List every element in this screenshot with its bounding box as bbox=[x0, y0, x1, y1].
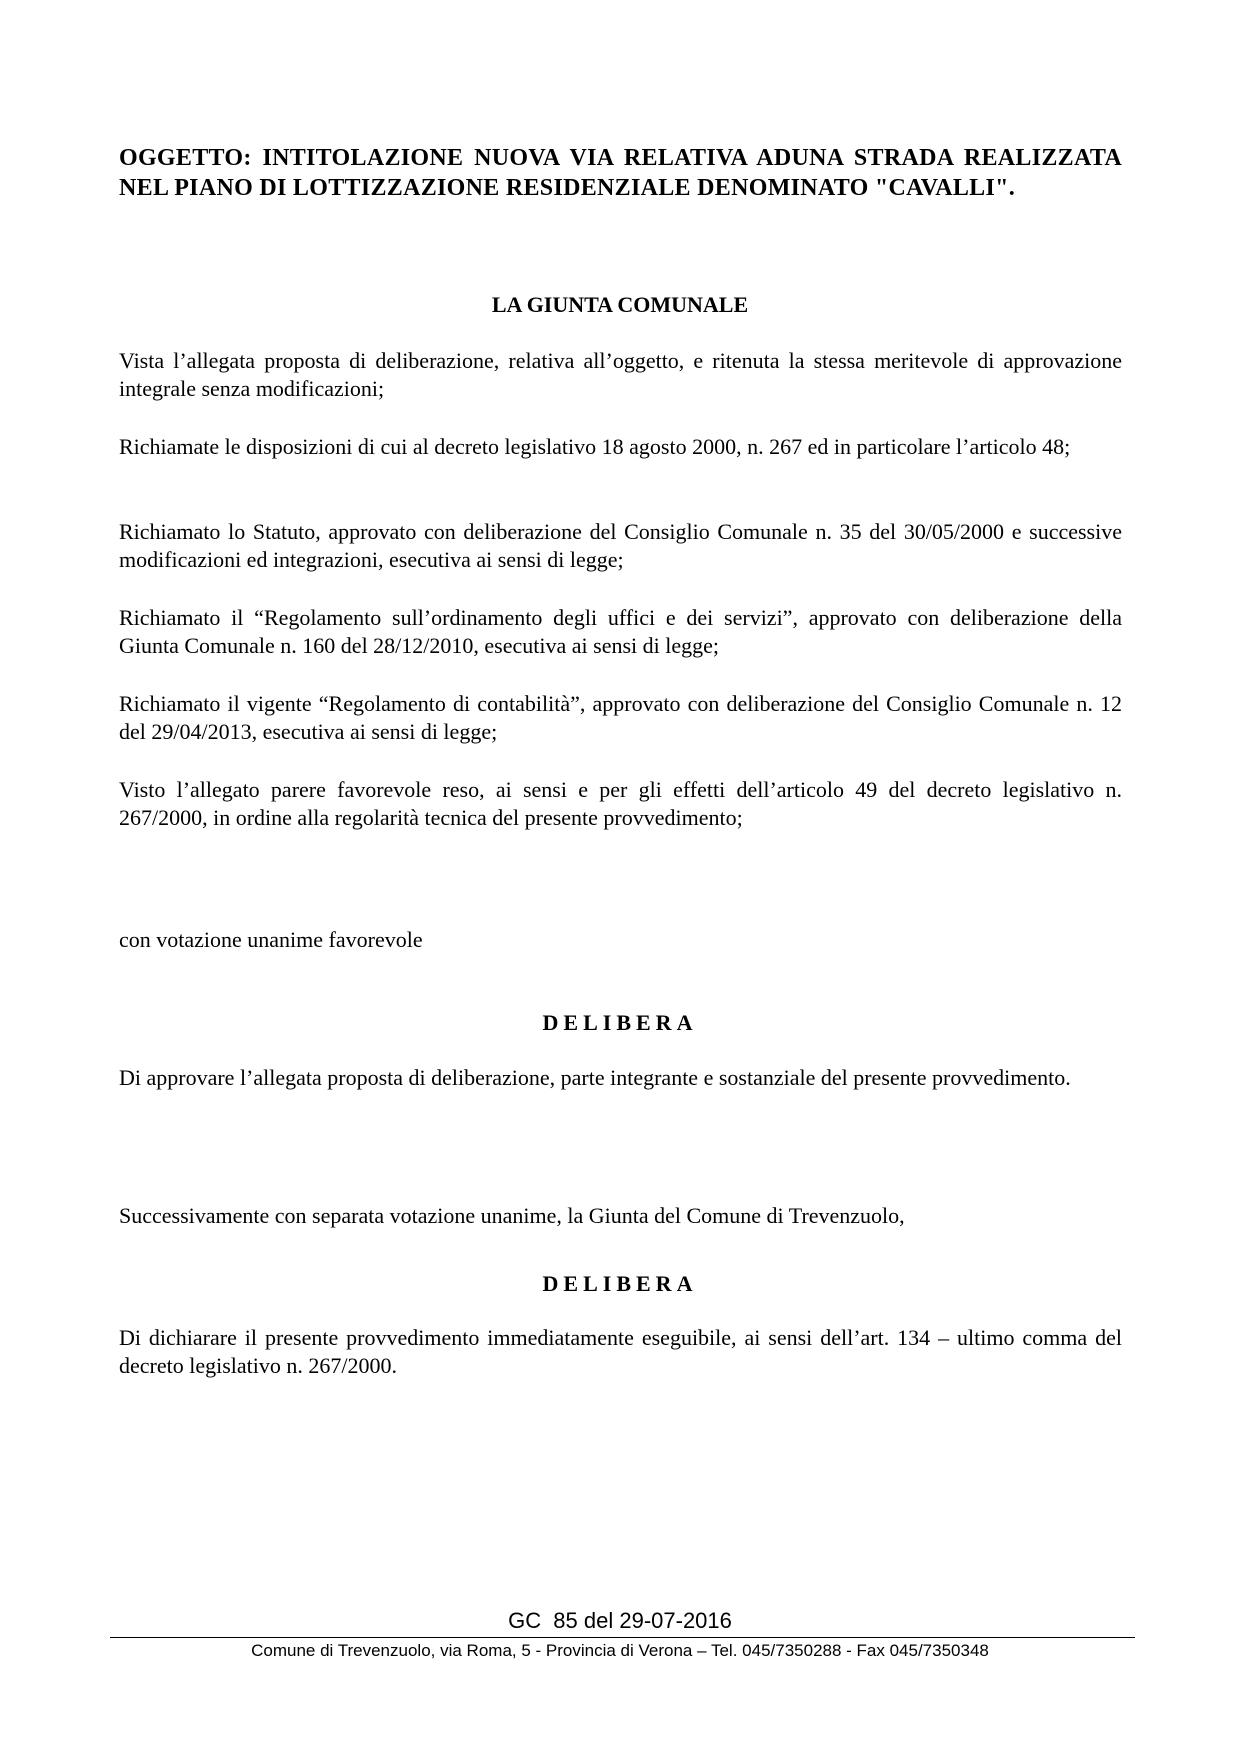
recital-paragraph: Richiamato il “Regolamento sull’ordinamento degli uffici e dei servizi”, approvato con deliberazione della Giunta Comunale n. 160 del 28/12/2010, esecutiva ai sensi di legge; bbox=[119, 605, 1122, 658]
second-vote-text: Successivamente con separata votazione unanime, la Giunta del Comune di Trevenzuolo, bbox=[119, 1203, 905, 1228]
vote-text: con votazione unanime favorevole bbox=[119, 927, 423, 952]
delibera-heading: DELIBERA bbox=[542, 1271, 698, 1296]
body-heading: LA GIUNTA COMUNALE bbox=[491, 292, 749, 317]
delibera-heading: DELIBERA bbox=[542, 1010, 698, 1035]
recital-paragraph: Richiamato lo Statuto, approvato con deliberazione del Consiglio Comunale n. 35 del 30/05/2000 e successive modificazioni ed integrazioni, esecutiva ai sensi di legge; bbox=[119, 519, 1122, 572]
recital-paragraph: Richiamato il vigente “Regolamento di contabilità”, approvato con deliberazione del Consiglio Comunale n. 12 del 29/04/2013, esecutiva ai sensi di legge; bbox=[119, 691, 1122, 744]
subject-line: OGGETTO: INTITOLAZIONE NUOVA VIA RELATIVA ADUNA STRADA REALIZZATA NEL PIANO DI LOTTIZZAZIONE RESIDENZIALE DENOMINATO "CAVALLI". bbox=[119, 145, 1122, 201]
footer-divider bbox=[110, 1637, 1135, 1638]
recital-paragraph: Visto l’allegato parere favorevole reso, ai sensi e per gli effetti dell’articolo 49 del decreto legislativo n. 267/2000, in ordine alla regolarità tecnica del presente provvedimento; bbox=[119, 777, 1122, 830]
delibera-text: Di approvare l’allegata proposta di deliberazione, parte integrante e sostanziale del presente provvedimento. bbox=[119, 1065, 1071, 1090]
delibera-text: Di dichiarare il presente provvedimento immediatamente eseguibile, ai sensi dell’art. 134 – ultimo comma del decreto legislativo n. 267/2000. bbox=[119, 1325, 1122, 1378]
recital-paragraph: Richiamate le disposizioni di cui al decreto legislativo 18 agosto 2000, n. 267 ed in particolare l’articolo 48; bbox=[119, 434, 1071, 459]
footer-address: Comune di Trevenzuolo, via Roma, 5 - Provincia di Verona – Tel. 045/7350288 - Fax 045/7350348 bbox=[251, 1641, 989, 1660]
recital-paragraph: Vista l’allegata proposta di deliberazione, relativa all’oggetto, e ritenuta la stessa meritevole di approvazione integrale senza modificazioni; bbox=[119, 348, 1122, 401]
footer-reference: GC 85 del 29-07-2016 bbox=[508, 1608, 732, 1633]
